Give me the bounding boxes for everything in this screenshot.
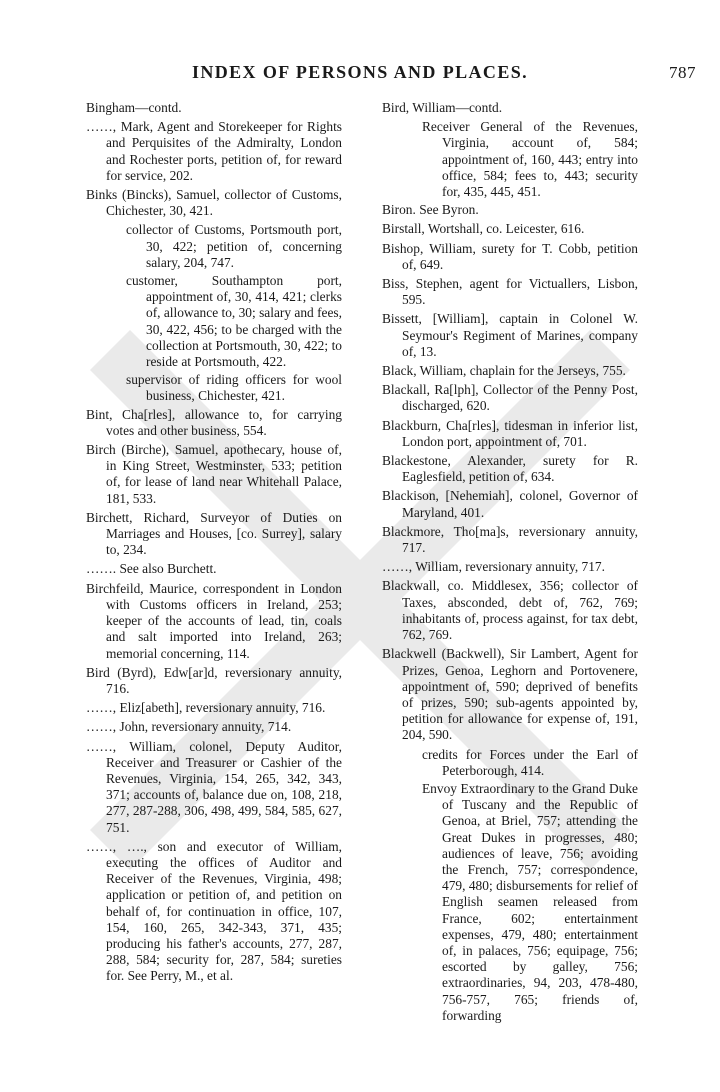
index-entry: Bissett, [William], captain in Colonel W. Seymour's Regiment of Marines, company of, 13. bbox=[382, 311, 638, 359]
page-header bbox=[0, 62, 720, 86]
index-column-right bbox=[382, 100, 638, 1026]
index-entry: Blackestone, Alexander, surety for R. Eaglesfield, petition of, 634. bbox=[382, 453, 638, 485]
index-entry: Birchfeild, Maurice, correspondent in London with Customs officers in Ireland, 253; keeper of the accounts of lead, tin, coals and salt imported into Ireland, 263; memorial concerning, 114. bbox=[86, 580, 342, 661]
index-entry: Blackwell (Backwell), Sir Lambert, Agent for Prizes, Genoa, Leghorn and Portovenere, appointment of, 590; deprived of benefits of prizes, 590; sub-agents appointed by, petition for allowance for expense of, 191, 204, 590. bbox=[382, 646, 638, 743]
index-subentry: collector of Customs, Portsmouth port, 30, 422; petition of, concerning salary, 204, 747. bbox=[126, 222, 342, 270]
page-number: 787 bbox=[669, 63, 696, 82]
index-entry: Bishop, William, surety for T. Cobb, petition of, 649. bbox=[382, 240, 638, 272]
index-subentry: customer, Southampton port, appointment of, 30, 414, 421; clerks of, allowance to, 30; salary and fees, 30, 422, 456; to be charged with the collection at Portsmouth, 30, 422; to reside at Portsmouth, 422. bbox=[126, 273, 342, 370]
index-entry: ……. See also Burchett. bbox=[86, 561, 217, 577]
index-entry: Blackison, [Nehemiah], colonel, Governor of Maryland, 401. bbox=[382, 488, 638, 520]
index-subentry: supervisor of riding officers for wool business, Chichester, 421. bbox=[126, 372, 342, 404]
index-entry: Birstall, Wortshall, co. Leicester, 616. bbox=[382, 221, 585, 237]
index-entry: Bint, Cha[rles], allowance to, for carrying votes and other business, 554. bbox=[86, 406, 342, 438]
index-entry: ……, William, reversionary annuity, 717. bbox=[382, 559, 605, 575]
index-entry: Bird (Byrd), Edw[ar]d, reversionary annuity, 716. bbox=[86, 664, 342, 696]
index-entry: ……, John, reversionary annuity, 714. bbox=[86, 719, 292, 735]
index-entry: Biron. See Byron. bbox=[382, 202, 479, 218]
index-entry: Blackburn, Cha[rles], tidesman in inferior list, London port, appointment of, 701. bbox=[382, 417, 638, 449]
index-subentry: Receiver General of the Revenues, Virginia, account of, 584; appointment of, 160, 443; entry into office, 584; fees to, 443; security for, 435, 445, 451. bbox=[422, 119, 638, 200]
running-title: INDEX OF PERSONS AND PLACES. bbox=[191, 62, 529, 82]
index-entry: Black, William, chaplain for the Jerseys, 755. bbox=[382, 363, 626, 379]
index-entry: Birchett, Richard, Surveyor of Duties on Marriages and Houses, [co. Surrey], salary to, 234. bbox=[86, 509, 342, 558]
index-entry: Birch (Birche), Samuel, apothecary, house of, in King Street, Westminster, 533; petition of, for lease of land near Whitehall Palace, 181, 533. bbox=[86, 442, 342, 506]
index-entry: Bingham—contd. bbox=[86, 100, 182, 115]
index-entry: Blackall, Ra[lph], Collector of the Penny Post, discharged, 620. bbox=[382, 382, 638, 414]
index-subentry: Envoy Extraordinary to the Grand Duke of Tuscany and the Republic of Genoa, at Briel, 757; attending the Great Dukes in progresses, 480; audiences of leave, 756; avoiding the French, 757; correspondence, 479, 480; disbursements for relief of English seamen released from France, 602; entertainment expenses, 479, 480; entertainment of, in palaces, 756; equipage, 756; escorted by galley, 756; extraordinaries, 94, 203, 478-480, 756-757, 765; friends of, forwarding bbox=[422, 780, 638, 1023]
index-entry: ……, Mark, Agent and Storekeeper for Rights and Perquisites of the Admiralty, London and Rochester ports, petition of, for reward for service, 202. bbox=[86, 119, 342, 183]
index-entry: Bird, William—contd. bbox=[382, 100, 503, 115]
index-column-left bbox=[86, 100, 342, 988]
index-entry: Biss, Stephen, agent for Victuallers, Lisbon, 595. bbox=[382, 276, 638, 308]
index-entry: ……, William, colonel, Deputy Auditor, Receiver and Treasurer or Cashier of the Revenues, Virginia, 154, 265, 342, 343, 371; accounts of, balance due on, 108, 218, 277, 287-288, 306, 498, 499, 584, 585, 627, 751. bbox=[86, 738, 342, 835]
index-entry: Blackwall, co. Middlesex, 356; collector of Taxes, absconded, debt of, 762, 769; inhabitants of, process against, for tax debt, 762, 769. bbox=[382, 578, 638, 643]
index-entry: Blackmore, Tho[ma]s, reversionary annuity, 717. bbox=[382, 523, 638, 556]
index-entry: ……, …., son and executor of William, executing the offices of Auditor and Receiver of the Revenues, Virginia, 498; application or petition of, and petition on behalf of, for continuation in office, 107, 154, 160, 265, 342-343, 371, 435; producing his father's accounts, 277, 287, 288, 584; security for, 287, 584; sureties for. See Perry, M., et al. bbox=[86, 838, 342, 984]
index-subentry: credits for Forces under the Earl of Peterborough, 414. bbox=[422, 746, 638, 778]
index-entry: Binks (Bincks), Samuel, collector of Customs, Chichester, 30, 421. bbox=[86, 187, 342, 219]
index-entry: ……, Eliz[abeth], reversionary annuity, 716. bbox=[86, 700, 326, 716]
